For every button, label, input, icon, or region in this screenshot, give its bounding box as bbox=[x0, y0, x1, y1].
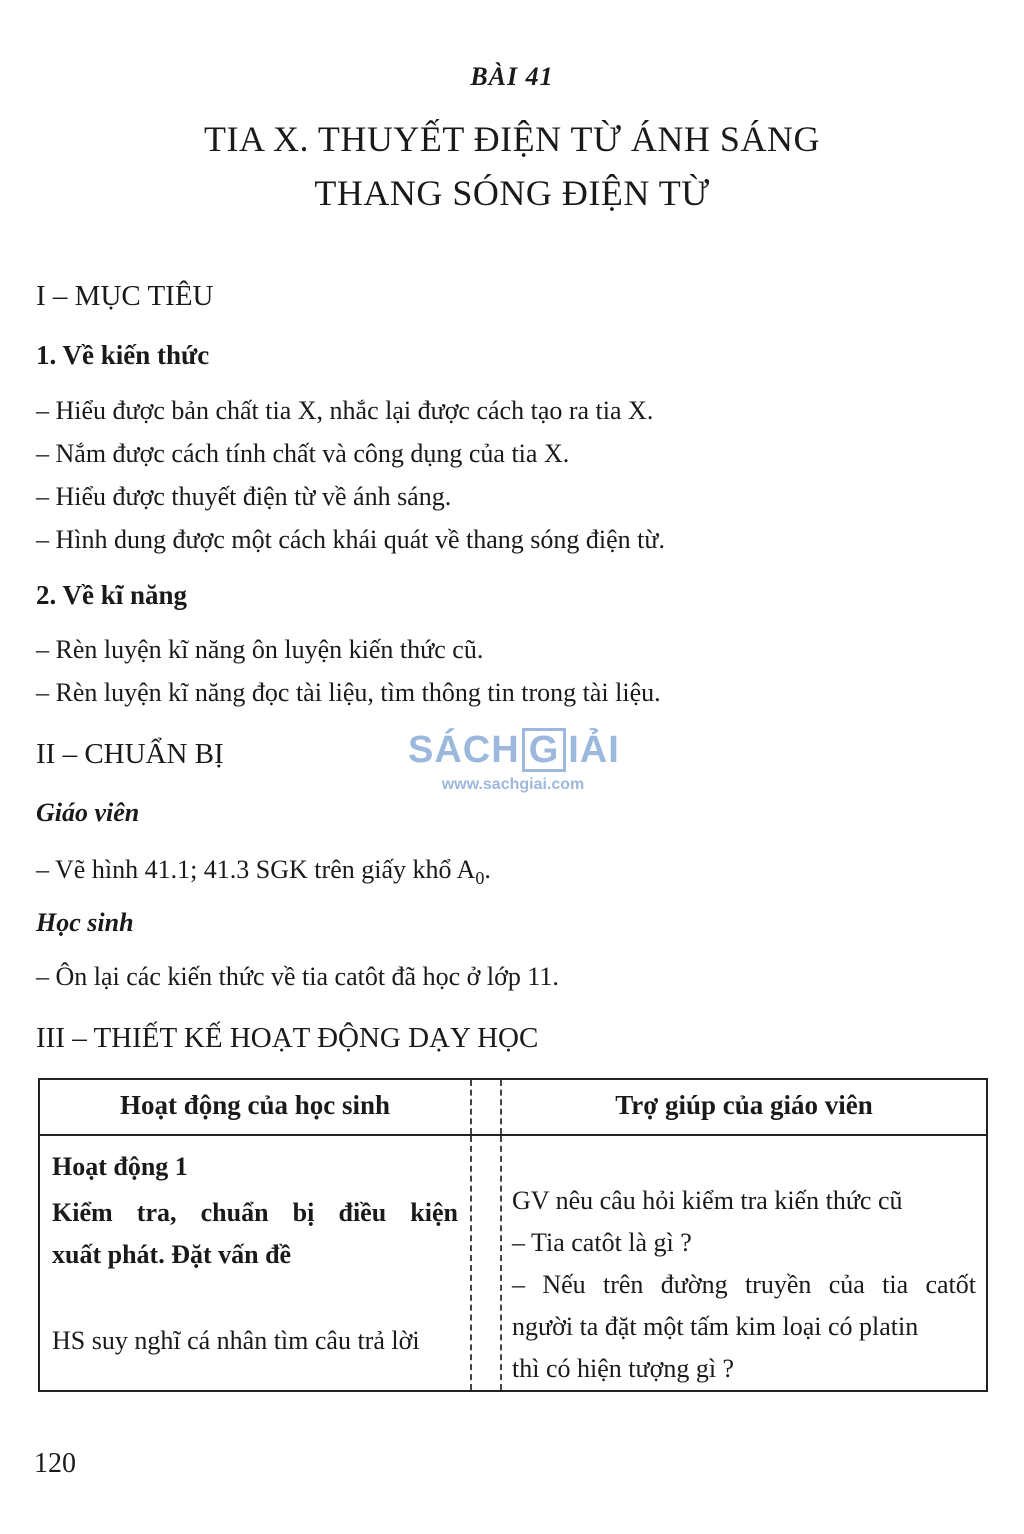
teacher-line: – Nếu trên đường truyền của tia catốt bbox=[512, 1270, 976, 1299]
column-gap bbox=[471, 1079, 501, 1135]
skills-heading: 2. Về kĩ năng bbox=[36, 580, 188, 610]
skills-item: – Rèn luyện kĩ năng ôn luyện kiến thức cũ. bbox=[36, 635, 484, 664]
teacher-help-cell bbox=[501, 1135, 987, 1391]
teacher-heading: Giáo viên bbox=[36, 798, 140, 827]
section-design-heading: III – THIẾT KẾ HOẠT ĐỘNG DẠY HỌC bbox=[36, 1022, 539, 1054]
page-number: 120 bbox=[34, 1448, 76, 1479]
section-objectives-heading: I – MỤC TIÊU bbox=[36, 280, 214, 312]
activity-table bbox=[38, 1078, 988, 1392]
column-gap bbox=[471, 1135, 501, 1391]
skills-item: – Rèn luyện kĩ năng đọc tài liệu, tìm thông tin trong tài liệu. bbox=[36, 678, 661, 707]
knowledge-item: – Hình dung được một cách khái quát về thang sóng điện từ. bbox=[36, 525, 665, 554]
lesson-title-line1: TIA X. THUYẾT ĐIỆN TỪ ÁNH SÁNG bbox=[204, 119, 820, 159]
student-heading: Học sinh bbox=[36, 908, 134, 937]
header-teacher-help: Trợ giúp của giáo viên bbox=[501, 1079, 987, 1135]
knowledge-item: – Hiểu được thuyết điện từ về ánh sáng. bbox=[36, 482, 452, 511]
header-student-activity: Hoạt động của học sinh bbox=[39, 1079, 471, 1135]
knowledge-item: – Nắm được cách tính chất và công dụng của tia X. bbox=[36, 439, 570, 468]
teacher-item: – Vẽ hình 41.1; 41.3 SGK trên giấy khổ $A_0$. bbox=[36, 855, 491, 889]
lesson-title-line2: THANG SÓNG ĐIỆN TỪ bbox=[314, 173, 710, 213]
knowledge-heading: 1. Về kiến thức bbox=[36, 340, 210, 370]
watermark-url: www.sachgiai.com bbox=[441, 776, 585, 793]
knowledge-item: – Hiểu được bản chất tia X, nhắc lại được cách tạo ra tia X. bbox=[36, 396, 654, 425]
section-preparation-heading: II – CHUẨN BỊ bbox=[36, 738, 224, 770]
teacher-line: – Tia catôt là gì ? bbox=[512, 1228, 692, 1257]
student-item: – Ôn lại các kiến thức về tia catôt đã học ở lớp 11. bbox=[36, 962, 559, 991]
lesson-number: BÀI 41 bbox=[470, 62, 554, 91]
watermark-logo: SÁCH G IẢI bbox=[408, 729, 620, 771]
teacher-line: thì có hiện tượng gì ? bbox=[512, 1354, 735, 1383]
activity-desc-line2: xuất phát. Đặt vấn đề bbox=[52, 1240, 292, 1269]
teacher-line: GV nêu câu hỏi kiểm tra kiến thức cũ bbox=[512, 1186, 903, 1215]
activity-title: Hoạt động 1 bbox=[52, 1152, 188, 1181]
student-activity-cell bbox=[39, 1135, 471, 1391]
teacher-line: người ta đặt một tấm kim loại có platin bbox=[512, 1312, 919, 1341]
student-action: HS suy nghĩ cá nhân tìm câu trả lời bbox=[52, 1326, 420, 1355]
activity-desc-line1: Kiểm tra, chuẩn bị điều kiện bbox=[52, 1198, 458, 1227]
watermark bbox=[408, 728, 618, 794]
